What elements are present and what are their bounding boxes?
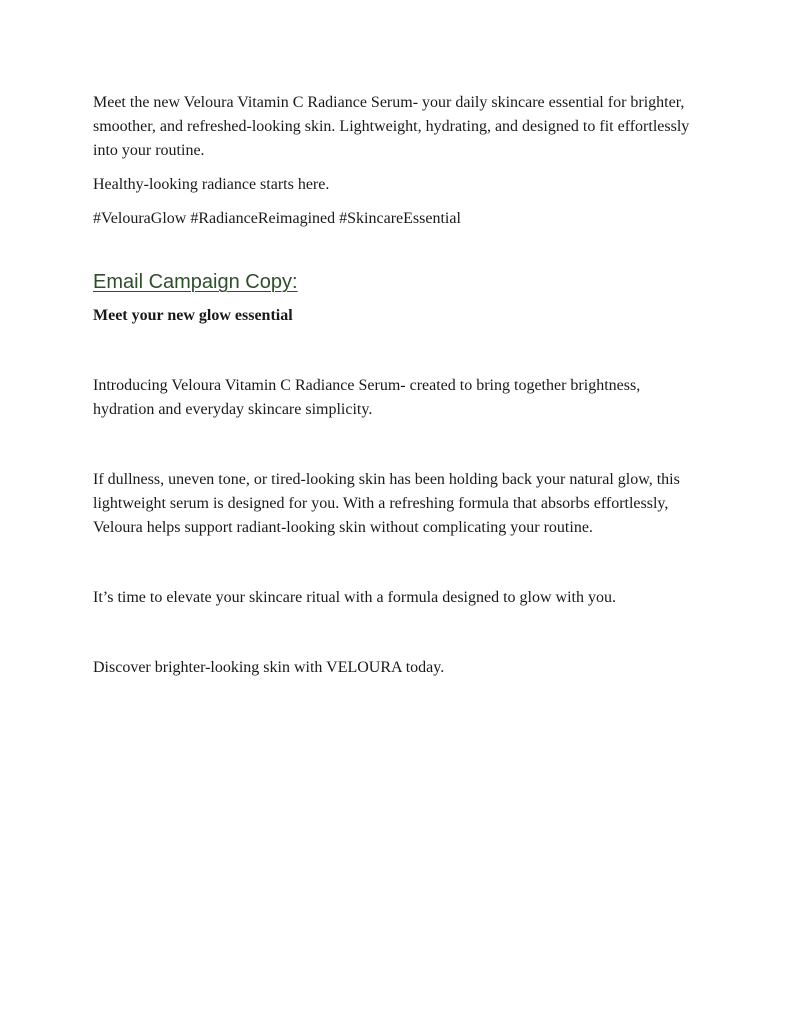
email-closing-paragraph: Discover brighter-looking skin with VELOURA today.	[93, 659, 445, 676]
social-tagline: Healthy-looking radiance starts here.	[93, 176, 330, 193]
email-section-heading: Email Campaign Copy:	[93, 271, 298, 293]
social-hashtags: #VelouraGlow #RadianceReimagined #SkincareEssential	[93, 210, 461, 227]
document-content	[93, 91, 703, 680]
email-intro-paragraph: Introducing Veloura Vitamin C Radiance Serum- created to bring together brightness, hydration and everyday skincare simplicity.	[93, 377, 641, 418]
email-subject-line: Meet your new glow essential	[93, 307, 293, 324]
email-body-paragraph: If dullness, uneven tone, or tired-looking skin has been holding back your natural glow, this lightweight serum is designed for you. With a refreshing formula that absorbs effortlessly, Veloura helps support radiant-looking skin without complicating your routine.	[93, 471, 680, 536]
email-cta-paragraph: It’s time to elevate your skincare ritual with a formula designed to glow with you.	[93, 589, 616, 606]
social-intro-paragraph: Meet the new Veloura Vitamin C Radiance Serum- your daily skincare essential for brighter, smoother, and refreshed-looking skin. Lightweight, hydrating, and designed to fit effortlessly into your routine.	[93, 94, 690, 159]
